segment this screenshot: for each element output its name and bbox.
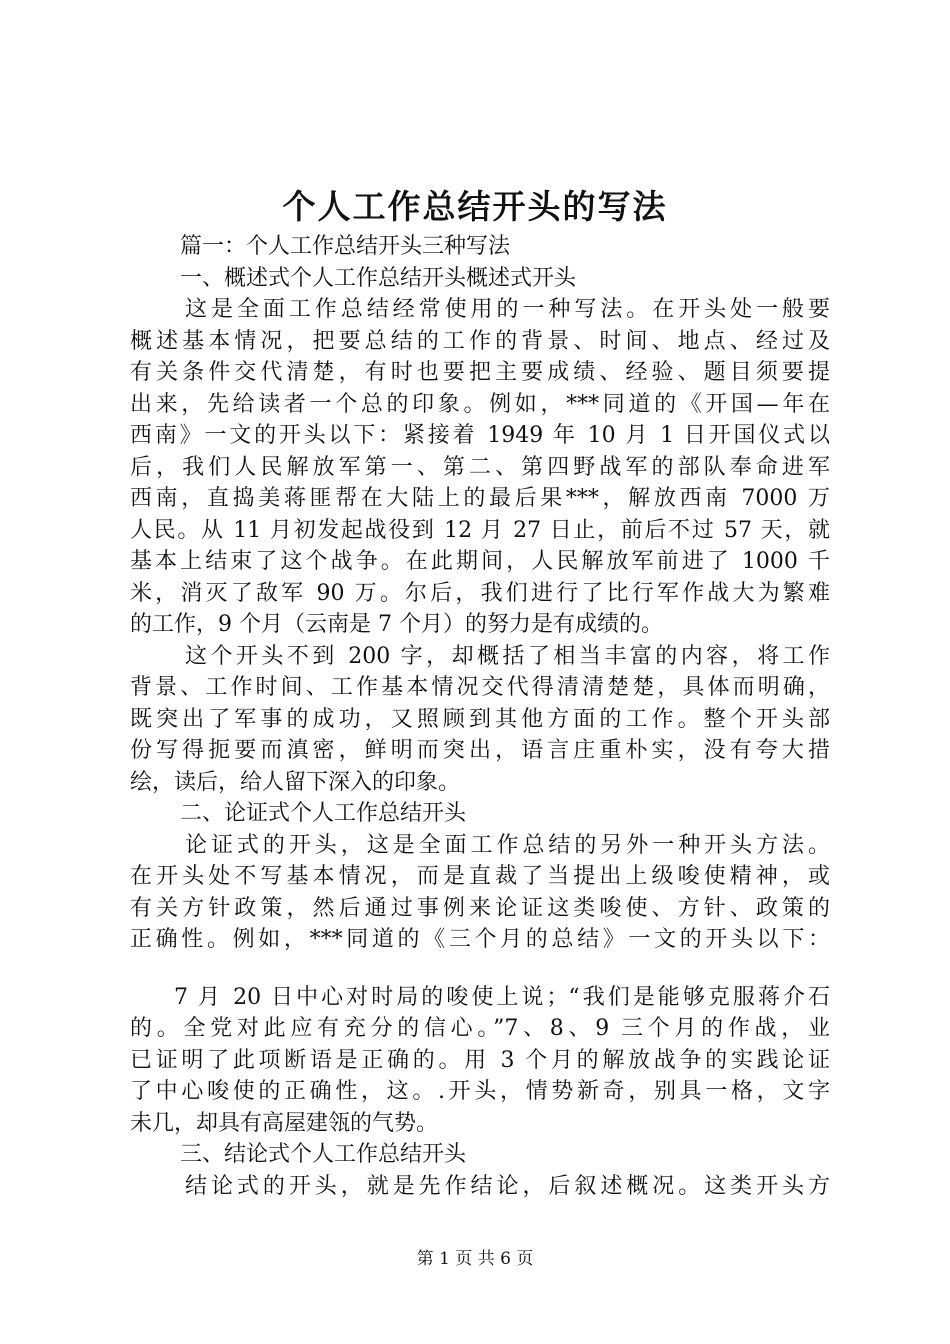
paragraph-line: 份写得扼要而滇密，鲜明而突出，语言庄重朴实，没有夸大措 bbox=[130, 738, 830, 763]
paragraph-line: 这个开头不到 200 字，却概括了相当丰富的内容，将工作 bbox=[185, 643, 830, 669]
paragraph-line: 概述基本情况，把要总结的工作的背景、时间、地点、经过及 bbox=[130, 328, 830, 354]
paragraph-line: 7 月 20 日中心对时局的唆使上说；“我们是能够克服蒋介石 bbox=[174, 984, 830, 1010]
subsection-heading: 一、概述式个人工作总结开头概述式开头 bbox=[180, 265, 577, 291]
paragraph-line: 已证明了此项断语是正确的。用 3 个月的解放战争的实践论证 bbox=[130, 1047, 830, 1073]
paragraph-line: 既突出了军事的成功，又照顾到其他方面的工作。整个开头部 bbox=[130, 706, 830, 732]
subsection-heading: 二、论证式个人工作总结开头 bbox=[180, 801, 467, 826]
subsection-heading: 三、结论式个人工作总结开头 bbox=[180, 1142, 467, 1167]
blank-line bbox=[130, 956, 830, 982]
paragraph-line: 出来，先给读者一个总的印象。例如，***同道的《开国—年在 bbox=[130, 391, 830, 417]
paragraph-line: 有关条件交代清楚，有时也要把主要成绩、经验、题目须要提 bbox=[130, 360, 830, 385]
paragraph-line: 西南，直捣美蒋匪帮在大陆上的最后果***，解放西南 7000 万 bbox=[130, 486, 830, 511]
paragraph-line: 西南》一文的开头以下：紧接着 1949 年 10 月 1 日开国仪式以 bbox=[130, 423, 830, 448]
paragraph-line: 了中心唆使的正确性，这。.开头，情势新奇，别具一格，文字 bbox=[130, 1079, 830, 1104]
paragraph-line: 有关方针政策，然后通过事例来论证这类唆使、方针、政策的 bbox=[130, 895, 830, 921]
paragraph-line: 未几，却具有高屋建瓴的气势。 bbox=[130, 1110, 439, 1136]
paragraph-line: 米，消灭了敌军 90 万。尔后，我们进行了比行军作战大为繁难 bbox=[130, 580, 830, 606]
paragraph-line: 人民。从 11 月初发起战役到 12 月 27 日止，前后不过 57 天，就 bbox=[130, 517, 830, 543]
document-title: 个人工作总结开头的写法 bbox=[282, 187, 668, 226]
page-number-footer: 第 1 页 共 6 页 bbox=[416, 1249, 534, 1269]
paragraph-line: 正确性。例如，***同道的《三个月的总结》一文的开头以下： bbox=[130, 927, 830, 952]
paragraph-line: 基本上结束了这个战争。在此期间，人民解放军前进了 1000 千 bbox=[130, 549, 830, 574]
paragraph-line: 在开头处不写基本情况，而是直裁了当提出上级唆使精神，或 bbox=[130, 864, 830, 889]
paragraph-line: 的工作，9 个月（云南是 7 个月）的努力是有成绩的。 bbox=[130, 612, 663, 637]
paragraph-line: 的。全党对此应有充分的信心。”7、8、9 三个月的作战，业 bbox=[130, 1016, 830, 1041]
paragraph-line: 绘，读后，给人留下深入的印象。 bbox=[130, 769, 461, 795]
document-body bbox=[130, 231, 830, 1202]
paragraph-line: 后，我们人民解放军第一、第二、第四野战军的部队奉命进军 bbox=[130, 454, 830, 480]
paragraph-line: 这是全面工作总结经常使用的一种写法。在开头处一般要 bbox=[185, 297, 830, 322]
paragraph-line: 结论式的开头，就是先作结论，后叙述概况。这类开头方 bbox=[185, 1173, 830, 1199]
paragraph-line: 论证式的开头，这是全面工作总结的另外一种开头方法。 bbox=[185, 832, 830, 858]
paragraph-line: 背景、工作时间、工作基本情况交代得清清楚楚，具体而明确， bbox=[130, 675, 830, 700]
section-heading: 篇一：个人工作总结开头三种写法 bbox=[180, 234, 511, 259]
